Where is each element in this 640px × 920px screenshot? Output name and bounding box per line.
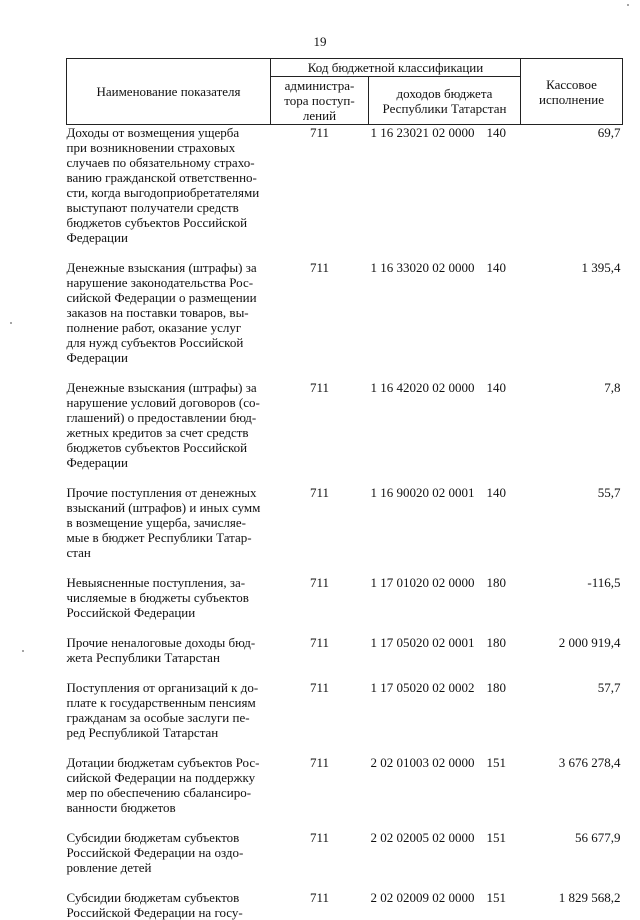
table-row [67, 575, 623, 620]
administrator-code-cell: 711 [271, 575, 369, 620]
row-spacer [67, 470, 623, 485]
row-spacer [67, 740, 623, 755]
table-row [67, 125, 623, 246]
header-indicator-name: Наименование показателя [67, 59, 271, 125]
revenue-kind-cell: 140 [487, 125, 521, 246]
cash-execution-cell: 55,7 [521, 485, 623, 560]
indicator-name-cell: Денежные взыскания (штрафы) за нарушение законодательства Рос- сийской Федерации о размещении заказов на поставки товаров, вы- полнение работ, оказание услуг для нужд субъектов Российской Федерации [67, 260, 271, 365]
indicator-name-cell: Субсидии бюджетам субъектов Российской Федерации на госу- [67, 890, 271, 920]
indicator-name-cell: Доходы от возмещения ущерба при возникновении страховых случаев по обязательному страхо- ванию гражданской ответственно- сти, когда выгодоприобретателями выступают получатели средств бюджетов субъектов Российской Федерации [67, 125, 271, 246]
budget-revenue-table [66, 58, 623, 920]
cash-execution-cell: 2 000 919,4 [521, 635, 623, 665]
table-header [67, 59, 623, 125]
revenue-kind-cell: 180 [487, 575, 521, 620]
row-spacer [67, 365, 623, 380]
scan-speck [22, 650, 24, 652]
header-budget-code-group: Код бюджетной классификации [271, 59, 521, 77]
page-number: 19 [0, 34, 640, 50]
table-row [67, 755, 623, 815]
indicator-name-cell: Поступления от организаций к до- плате к государственным пенсиям гражданам за особые заслуги пе- ред Республикой Татарстан [67, 680, 271, 740]
table-row [67, 485, 623, 560]
cash-execution-cell: 57,7 [521, 680, 623, 740]
revenue-kind-cell: 140 [487, 380, 521, 470]
cash-execution-cell: 1 395,4 [521, 260, 623, 365]
revenue-kind-cell: 151 [487, 755, 521, 815]
scan-speck [10, 322, 12, 324]
revenue-code-cell: 1 17 05020 02 0001 [369, 635, 487, 665]
revenue-code-cell: 1 17 01020 02 0000 [369, 575, 487, 620]
revenue-code-cell: 1 16 23021 02 0000 [369, 125, 487, 246]
revenue-code-cell: 2 02 02005 02 0000 [369, 830, 487, 875]
cash-execution-cell: 56 677,9 [521, 830, 623, 875]
revenue-kind-cell: 180 [487, 680, 521, 740]
header-revenue-code: доходов бюджета Республики Татарстан [369, 77, 521, 125]
revenue-code-cell: 1 16 33020 02 0000 [369, 260, 487, 365]
table-row [67, 830, 623, 875]
revenue-code-cell: 1 16 42020 02 0000 [369, 380, 487, 470]
administrator-code-cell: 711 [271, 635, 369, 665]
revenue-kind-cell: 151 [487, 890, 521, 920]
cash-execution-cell: 1 829 568,2 [521, 890, 623, 920]
scan-speck [627, 4, 629, 6]
administrator-code-cell: 711 [271, 830, 369, 875]
revenue-kind-cell: 140 [487, 485, 521, 560]
revenue-code-cell: 2 02 02009 02 0000 [369, 890, 487, 920]
administrator-code-cell: 711 [271, 260, 369, 365]
header-cash-execution: Кассовое исполнение [521, 59, 623, 125]
indicator-name-cell: Субсидии бюджетам субъектов Российской Федерации на оздо- ровление детей [67, 830, 271, 875]
revenue-code-cell: 1 17 05020 02 0002 [369, 680, 487, 740]
row-spacer [67, 815, 623, 830]
indicator-name-cell: Невыясненные поступления, за- числяемые в бюджеты субъектов Российской Федерации [67, 575, 271, 620]
revenue-kind-cell: 180 [487, 635, 521, 665]
table-body [67, 125, 623, 920]
administrator-code-cell: 711 [271, 755, 369, 815]
header-administrator-code: администра- тора поступ- лений [271, 77, 369, 125]
administrator-code-cell: 711 [271, 680, 369, 740]
row-spacer [67, 665, 623, 680]
cash-execution-cell: -116,5 [521, 575, 623, 620]
administrator-code-cell: 711 [271, 125, 369, 246]
table-row [67, 890, 623, 920]
row-spacer [67, 875, 623, 890]
indicator-name-cell: Дотации бюджетам субъектов Рос- сийской Федерации на поддержку мер по обеспечению сбалансиро- ванности бюджетов [67, 755, 271, 815]
revenue-kind-cell: 140 [487, 260, 521, 365]
revenue-kind-cell: 151 [487, 830, 521, 875]
row-spacer [67, 620, 623, 635]
row-spacer [67, 560, 623, 575]
indicator-name-cell: Денежные взыскания (штрафы) за нарушение условий договоров (со- глашений) о предоставлении бюд- жетных кредитов за счет средств бюджетов субъектов Российской Федерации [67, 380, 271, 470]
cash-execution-cell: 69,7 [521, 125, 623, 246]
table-row [67, 260, 623, 365]
cash-execution-cell: 7,8 [521, 380, 623, 470]
revenue-code-cell: 2 02 01003 02 0000 [369, 755, 487, 815]
administrator-code-cell: 711 [271, 485, 369, 560]
indicator-name-cell: Прочие неналоговые доходы бюд- жета Республики Татарстан [67, 635, 271, 665]
revenue-code-cell: 1 16 90020 02 0001 [369, 485, 487, 560]
table-row [67, 635, 623, 665]
administrator-code-cell: 711 [271, 380, 369, 470]
indicator-name-cell: Прочие поступления от денежных взысканий (штрафов) и иных сумм в возмещение ущерба, зачисляе- мые в бюджет Республики Татар- стан [67, 485, 271, 560]
administrator-code-cell: 711 [271, 890, 369, 920]
cash-execution-cell: 3 676 278,4 [521, 755, 623, 815]
table-row [67, 680, 623, 740]
row-spacer [67, 245, 623, 260]
table-row [67, 380, 623, 470]
